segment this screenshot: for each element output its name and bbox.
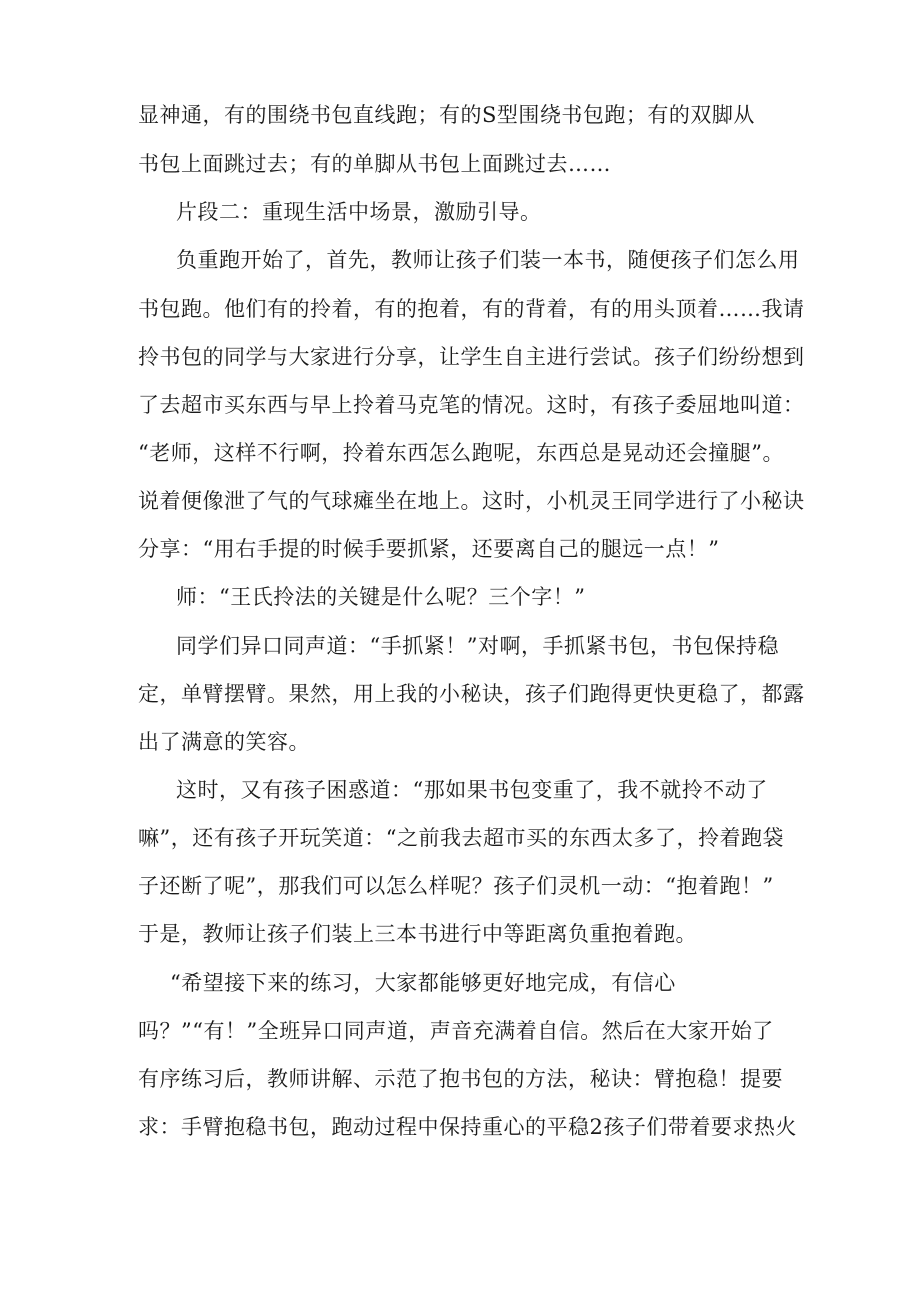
text-line-17: 子还断了呢”，那我们可以怎么样呢？孩子们灵机一动：“抱着跑！” bbox=[138, 874, 774, 898]
text-line-10: 分享：“用右手提的时候手要抓紧，还要离自己的腿远一点！” bbox=[138, 537, 720, 561]
text-line-19: “希望接下来的练习，大家都能够更好地完成，有信心 bbox=[170, 971, 676, 995]
text-line-12: 同学们异口同声道：“手抓紧！”对啊，手抓紧书包，书包保持稳 bbox=[176, 634, 779, 658]
text-line-18: 于是，教师让孩子们装上三本书进行中等距离负重抱着跑。 bbox=[138, 922, 697, 946]
text-line-6: 拎书包的同学与大家进行分享，让学生自主进行尝试。孩子们纷纷想到 bbox=[138, 345, 805, 369]
text-line-4: 负重跑开始了，首先，教师让孩子们装一本书，随便孩子们怎么用 bbox=[176, 248, 800, 272]
text-line-20: 吗？”“有！”全班异口同声道，声音充满着自信。然后在大家开始了 bbox=[138, 1019, 774, 1043]
text-line-15: 这时，又有孩子困惑道：“那如果书包变重了，我不就拎不动了 bbox=[176, 778, 768, 802]
text-line-7: 了去超市买东西与早上拎着马克笔的情况。这时，有孩子委屈地叫道： bbox=[138, 393, 805, 417]
text-line-5: 书包跑。他们有的拎着，有的抱着，有的背着，有的用头顶着……我请 bbox=[138, 297, 805, 321]
text-line-14: 出了满意的笑容。 bbox=[138, 730, 310, 754]
text-line-1: 显神通，有的围绕书包直线跑；有的S型围绕书包跑；有的双脚从 bbox=[138, 103, 755, 127]
text-line-16: 嘛”，还有孩子开玩笑道：“之前我去超市买的东西太多了，拎着跑袋 bbox=[138, 826, 784, 850]
text-line-22: 求：手臂抱稳书包，跑动过程中保持重心的平稳2孩子们带着要求热火 bbox=[138, 1115, 797, 1139]
text-line-9: 说着便像泄了气的气球瘫坐在地上。这时，小机灵王同学进行了小秘诀 bbox=[138, 489, 805, 513]
text-line-21: 有序练习后，教师讲解、示范了抱书包的方法，秘诀：臂抱稳！提要 bbox=[138, 1067, 783, 1091]
section-heading: 片段二：重现生活中场景，激励引导。 bbox=[176, 200, 542, 224]
text-line-8: “老师，这样不行啊，拎着东西怎么跑呢，东西总是晃动还会撞腿”。 bbox=[138, 441, 784, 465]
text-line-13: 定，单臂摆臂。果然，用上我的小秘诀，孩子们跑得更快更稳了，都露 bbox=[138, 682, 805, 706]
text-line-2: 书包上面跳过去；有的单脚从书包上面跳过去…… bbox=[138, 152, 611, 176]
text-line-11: 师：“王氏拎法的关键是什么呢？三个字！” bbox=[176, 585, 586, 609]
